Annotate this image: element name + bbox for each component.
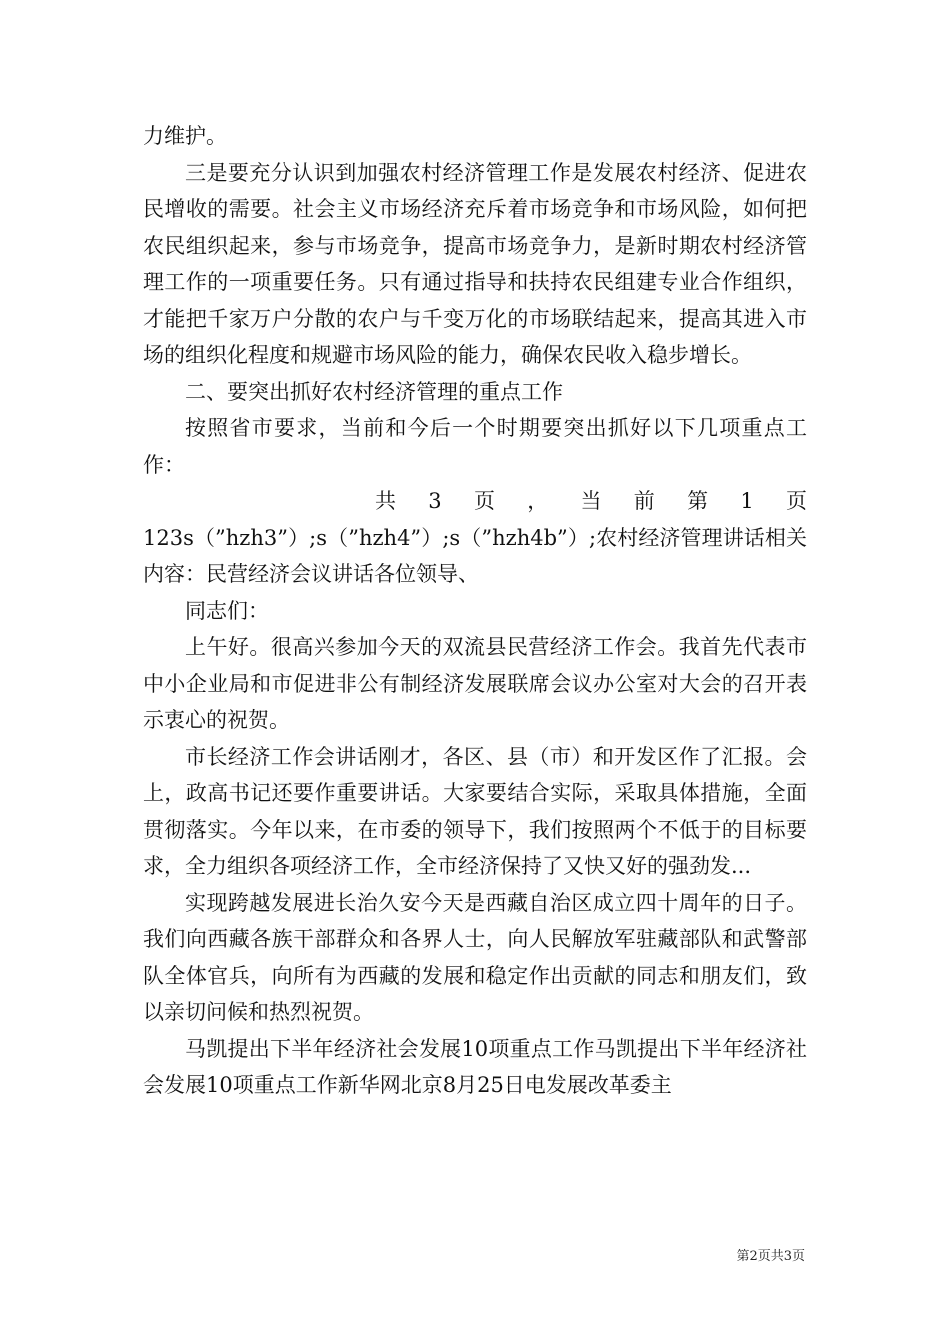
page-footer: 第2页共3页 <box>736 1249 805 1264</box>
page-counter-token: 共 <box>375 489 396 513</box>
paragraph: 123s（”hzh3”）;s（”hzh4”）;s（”hzh4b”）;农村经济管理讲话相关内容：民营经济会议讲话各位领导、 <box>143 525 807 586</box>
paragraph: 上午好。很高兴参加今天的双流县民营经济工作会。我首先代表市中小企业局和市促进非公有制经济发展联席会议办公室对大会的召开表示衷心的祝贺。 <box>143 635 807 732</box>
paragraph: 市长经济工作会讲话刚才，各区、县（市）和开发区作了汇报。会上，政高书记还要作重要讲话。大家要结合实际，采取具体措施，全面贯彻落实。今年以来，在市委的领导下，我们按照两个不低于的目标要求，全力组织各项经济工作，全市经济保持了又快又好的强劲发... <box>143 744 807 878</box>
page-counter-token: 1 <box>740 489 754 513</box>
page-counter-token: 3 <box>428 489 442 513</box>
paragraph: 马凯提出下半年经济社会发展10项重点工作马凯提出下半年经济社会发展10项重点工作新华网北京8月25日电发展改革委主 <box>143 1036 807 1097</box>
paragraph: 按照省市要求，当前和今后一个时期要突出抓好以下几项重点工作： <box>143 416 807 477</box>
salutation: 同志们： <box>185 598 269 623</box>
paragraph: 实现跨越发展进长治久安今天是西藏自治区成立四十周年的日子。我们向西藏各族干部群众和各界人士，向人民解放军驻藏部队和武警部队全体官兵，向所有为西藏的发展和稳定作出贡献的同志和朋友们，致以亲切问候和热烈祝贺。 <box>143 890 807 1024</box>
paragraph: 三是要充分认识到加强农村经济管理工作是发展农村经济、促进农民增收的需要。社会主义市场经济充斥着市场竞争和市场风险，如何把农民组织起来，参与市场竞争，提高市场竞争力，是新时期农村经济管理工作的一项重要任务。只有通过指导和扶持农民组建专业合作组织，才能把千家万户分散的农户与千变万化的市场联结起来，提高其进入市场的组织化程度和规避市场风险的能力，确保农民收入稳步增长。 <box>143 160 807 367</box>
page-counter-line <box>143 483 807 520</box>
page-counter-token: 页 <box>786 489 807 513</box>
page-counter-token: ， <box>527 489 549 513</box>
section-heading: 二、要突出抓好农村经济管理的重点工作 <box>185 379 563 404</box>
page-counter-token: 前 <box>633 489 655 513</box>
page-counter-token: 当 <box>580 489 602 513</box>
page-counter-token: 第 <box>687 489 709 513</box>
page-counter-token: 页 <box>473 489 495 513</box>
document-body <box>143 118 807 1104</box>
paragraph: 力维护。 <box>143 124 227 148</box>
